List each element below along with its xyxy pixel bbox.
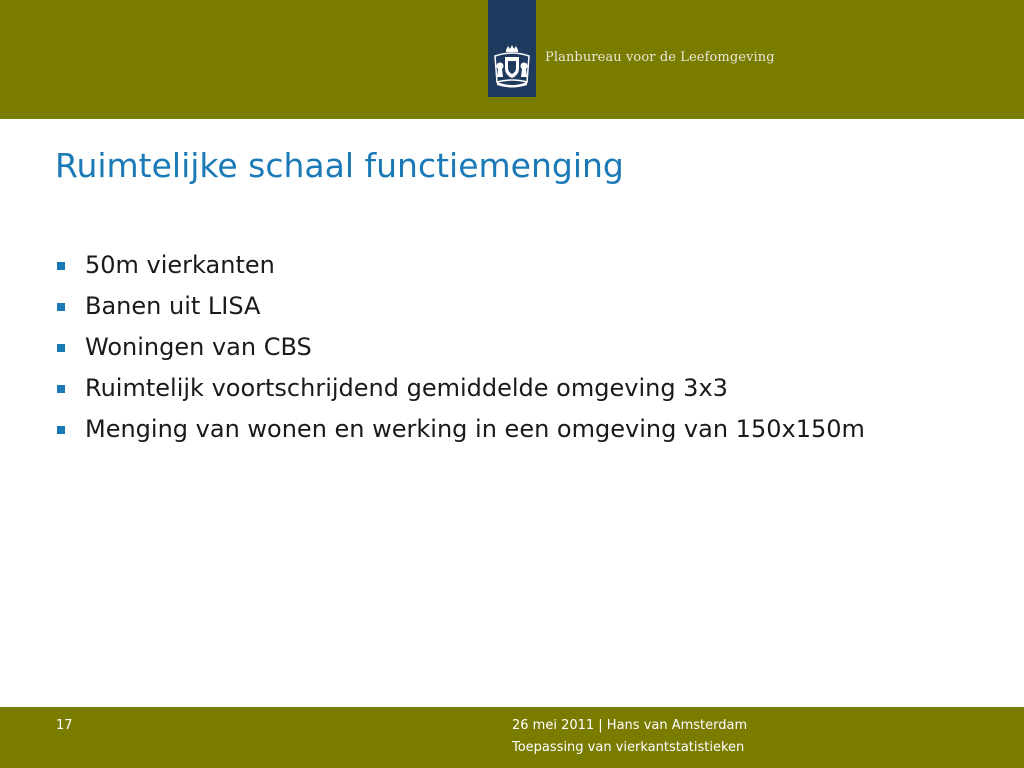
bullet-list <box>55 250 915 455</box>
bullet-text: Ruimtelijk voortschrijdend gemiddelde omgeving 3x3 <box>85 374 728 402</box>
footer-band <box>0 707 1024 768</box>
bullet-item <box>55 332 915 363</box>
footer-subtitle: Toepassing van vierkantstatistieken <box>512 740 745 755</box>
bullet-item <box>55 373 915 404</box>
coat-of-arms-icon <box>491 44 533 90</box>
square-bullet-icon <box>57 344 65 352</box>
page-number: 17 <box>56 718 73 733</box>
bullet-item <box>55 414 865 445</box>
bullet-item <box>55 250 915 281</box>
bullet-item <box>55 291 915 322</box>
slide-title: Ruimtelijke schaal functiemenging <box>55 146 624 185</box>
org-name: Planbureau voor de Leefomgeving <box>545 50 775 65</box>
bullet-text: Menging van wonen en werking in een omgeving van 150x150m <box>85 415 865 443</box>
footer-date-author: 26 mei 2011 | Hans van Amsterdam <box>512 718 748 733</box>
bullet-text: Banen uit LISA <box>85 292 261 320</box>
bullet-text: Woningen van CBS <box>85 333 312 361</box>
square-bullet-icon <box>57 262 65 270</box>
bullet-text: 50m vierkanten <box>85 251 275 279</box>
square-bullet-icon <box>57 385 65 393</box>
square-bullet-icon <box>57 303 65 311</box>
square-bullet-icon <box>57 426 65 434</box>
logo-block <box>488 0 536 97</box>
